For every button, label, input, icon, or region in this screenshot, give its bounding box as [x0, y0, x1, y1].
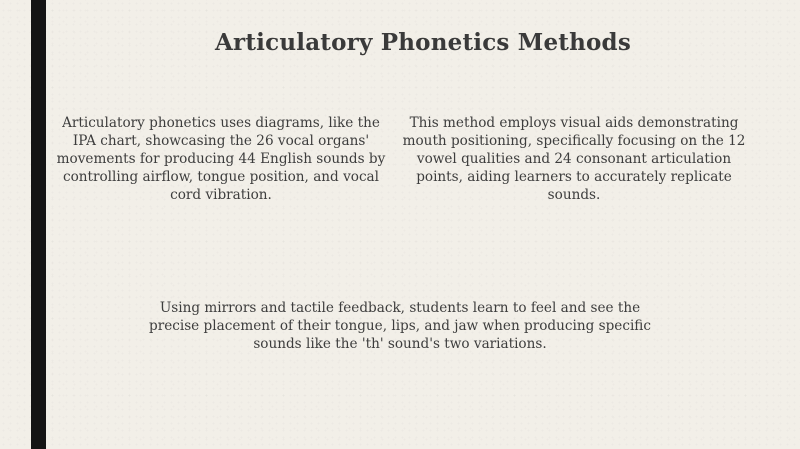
paragraph-left: Articulatory phonetics uses diagrams, like the IPA chart, showcasing the 26 vocal organs' movements for producing 44 English sounds by controlling airflow, tongue position, and vocal cord vibration. — [56, 115, 386, 203]
paragraph-bottom: Using mirrors and tactile feedback, students learn to feel and see the precise placement of their tongue, lips, and jaw when producing specific sounds like the 'th' sound's two variations. — [149, 300, 651, 352]
slide-title: Articulatory Phonetics Methods — [215, 29, 631, 56]
paragraph-right: This method employs visual aids demonstrating mouth positioning, specifically focusing on the 12 vowel qualities and 24 consonant articulation points, aiding learners to accurately replicate sounds. — [402, 115, 746, 203]
accent-bar — [31, 0, 46, 449]
